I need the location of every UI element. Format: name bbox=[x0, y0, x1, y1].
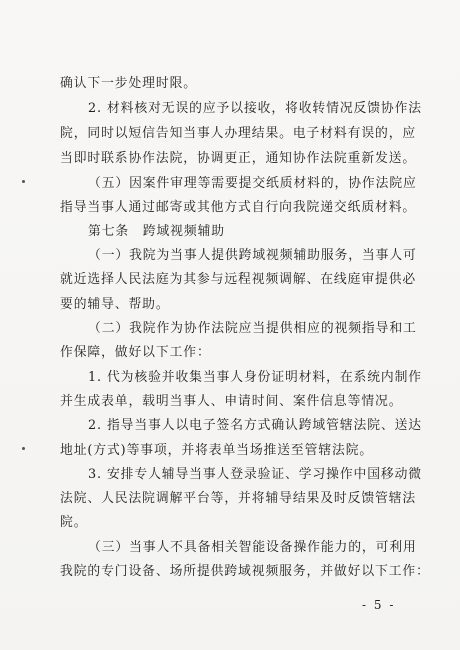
article-heading: 第七条 跨域视频辅助 bbox=[88, 224, 225, 239]
text-line: （二）我院作为协作法院应当提供相应的视频指导和工 bbox=[88, 321, 417, 336]
text-line: 院。 bbox=[60, 515, 88, 530]
text-line: 2. 指导当事人以电子签名方式确认跨域管辖法院、送达 bbox=[88, 418, 423, 433]
text-line: 3. 安排专人辅导当事人登录验证、学习操作中国移动微 bbox=[88, 467, 423, 482]
text-line: 院，同时以短信告知当事人办理结果。电子材料有误的，应 bbox=[60, 126, 417, 141]
text-line: 指导当事人通过邮寄或其他方式自行向我院递交纸质材料。 bbox=[60, 200, 417, 215]
text-line: 地址(方式)等事项，并将表单当场推送至管辖法院。 bbox=[60, 443, 374, 458]
binding-hole-mark bbox=[22, 180, 25, 183]
text-line: 要的辅导、帮助。 bbox=[60, 297, 170, 312]
text-line: 作保障，做好以下工作： bbox=[60, 345, 211, 360]
text-line: 2. 材料核对无误的应予以接收，将收转情况反馈协作法 bbox=[88, 101, 423, 116]
text-line: （三）当事人不具备相关智能设备操作能力的，可利用 bbox=[88, 540, 417, 555]
text-line: 就近选择人民法庭为其参与远程视频调解、在线庭审提供必 bbox=[60, 272, 417, 287]
text-line: 1. 代为核验并收集当事人身份证明材料，在系统内制作 bbox=[88, 370, 423, 385]
text-line: 我院的专门设备、场所提供跨域视频服务，并做好以下工作： bbox=[60, 564, 430, 579]
text-line: （五）因案件审理等需要提交纸质材料的，协作法院应 bbox=[88, 176, 417, 191]
binding-hole-mark bbox=[22, 447, 25, 450]
page-number: - 5 - bbox=[362, 598, 396, 612]
text-line: （一）我院为当事人提供跨域视频辅助服务，当事人可 bbox=[88, 248, 417, 263]
text-line: 并生成表单，载明当事人、申请时间、案件信息等情况。 bbox=[60, 394, 403, 409]
text-line: 当即时联系协作法院，协调更正，通知协作法院重新发送。 bbox=[60, 151, 417, 166]
text-line: 法院、人民法院调解平台等，并将辅导结果及时反馈管辖法 bbox=[60, 491, 417, 506]
text-line: 确认下一步处理时限。 bbox=[60, 76, 197, 91]
